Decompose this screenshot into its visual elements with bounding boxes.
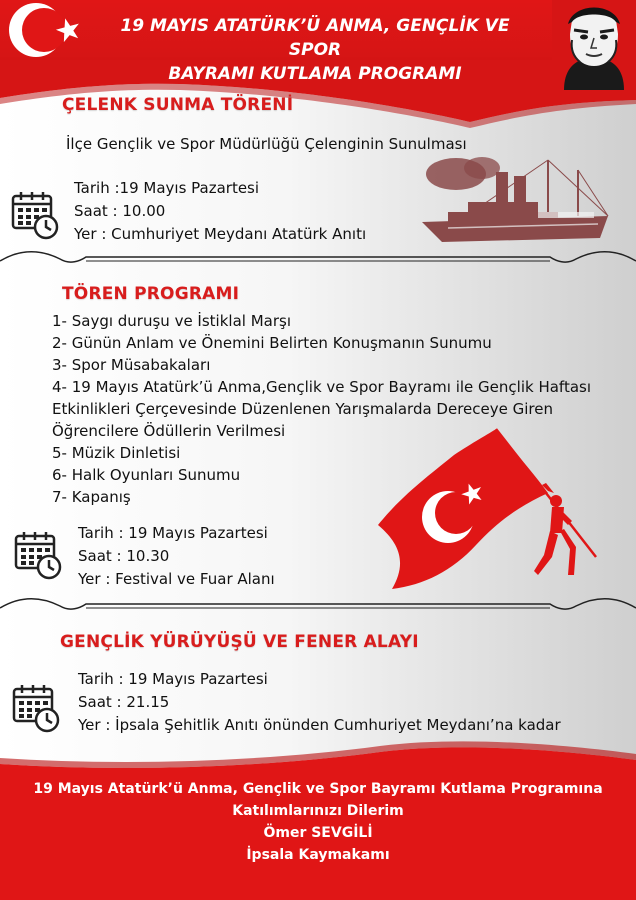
calendar-clock-icon	[14, 530, 62, 580]
list-item: 4- 19 Mayıs Atatürk’ü Anma,Gençlik ve Spor Bayramı ile Gençlik Haftası Etkinlikleri Çerçevesinde Düzenlenen Yarışmalarda Dereceye Giren Öğrencilere Ödüllerin Verilmesi	[52, 378, 591, 440]
footer-line-1: 19 Mayıs Atatürk’ü Anma, Gençlik ve Spor Bayramı Kutlama Programına	[33, 781, 603, 797]
ataturk-portrait	[552, 0, 636, 90]
title-line-2: BAYRAMI KUTLAMA PROGRAMI	[168, 64, 462, 84]
flag-bearer-illustration	[372, 425, 604, 595]
section1-date: Tarih :19 Mayıs Pazartesi	[74, 179, 260, 197]
ship-illustration	[418, 152, 614, 250]
section1-place: Yer : Cumhuriyet Meydanı Atatürk Anıtı	[74, 225, 367, 243]
section-title-yuruyus: GENÇLİK YÜRÜYÜŞÜ VE FENER ALAYI	[60, 632, 419, 652]
section2-place: Yer : Festival ve Fuar Alanı	[78, 570, 275, 588]
section3-time: Saat : 21.15	[78, 693, 170, 711]
section3-date: Tarih : 19 Mayıs Pazartesi	[78, 670, 268, 688]
section1-time: Saat : 10.00	[74, 202, 166, 220]
footer-message	[10, 778, 626, 866]
list-item: 5- Müzik Dinletisi	[52, 444, 181, 462]
list-item: 6- Halk Oyunları Sunumu	[52, 466, 241, 484]
section-title-toren: TÖREN PROGRAMI	[62, 284, 240, 304]
signatory-name: Ömer SEVGİLİ	[263, 825, 373, 841]
footer-line-2: Katılımlarınızı Dilerim	[232, 803, 404, 819]
list-item: 2- Günün Anlam ve Önemini Belirten Konuşmanın Sunumu	[52, 334, 492, 352]
ornament-divider	[0, 247, 636, 271]
list-item: 3- Spor Müsabakaları	[52, 356, 211, 374]
section3-place: Yer : İpsala Şehitlik Anıtı önünden Cumhuriyet Meydanı’na kadar	[78, 716, 561, 734]
section1-subtitle: İlçe Gençlik ve Spor Müdürlüğü Çelenginin Sunulması	[66, 135, 467, 153]
list-item: 1- Saygı duruşu ve İstiklal Marşı	[52, 312, 291, 330]
section2-time: Saat : 10.30	[78, 547, 170, 565]
section-title-celenk: ÇELENK SUNMA TÖRENİ	[62, 95, 294, 115]
section2-date: Tarih : 19 Mayıs Pazartesi	[78, 524, 268, 542]
signatory-title: İpsala Kaymakamı	[246, 847, 390, 863]
title-line-1: 19 MAYIS ATATÜRK’Ü ANMA, GENÇLİK VE SPOR	[120, 16, 510, 60]
calendar-clock-icon	[12, 683, 60, 733]
list-item: 7- Kapanış	[52, 488, 131, 506]
crescent-star-icon	[0, 0, 90, 70]
page-title	[95, 14, 535, 86]
ornament-divider	[0, 594, 636, 618]
calendar-clock-icon	[11, 190, 59, 240]
